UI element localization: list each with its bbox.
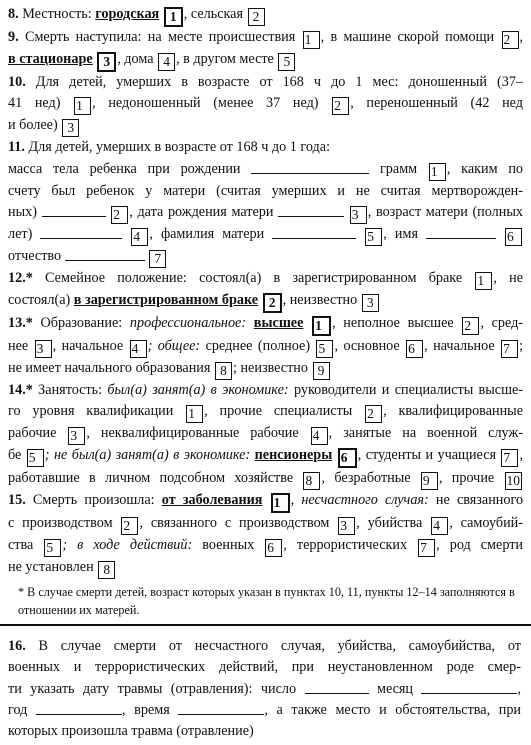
checkbox-home[interactable]: 4	[158, 53, 175, 71]
item-12-line-2	[8, 290, 523, 313]
item-14-line-1	[8, 380, 523, 401]
option-text: работавшие в личном подсобном хозяйстве	[8, 470, 294, 487]
item-text: В случае смерти от несчастного случая, убийства, самоубийства, от	[38, 638, 522, 654]
checkbox-no-education[interactable]: 8	[215, 362, 232, 380]
field-label: счету был ребенок у матери (считая умерших и не считая мертворожден-	[8, 182, 523, 199]
injury-time-field[interactable]	[178, 701, 264, 715]
item-11-line-1	[8, 137, 523, 158]
item-11-child-info	[8, 137, 523, 268]
option-text: , не	[493, 269, 524, 286]
option-pensioners-selected: пенсионеры	[254, 447, 333, 464]
option-text: , в другом месте	[176, 51, 274, 67]
checkbox-military[interactable]: 5	[27, 449, 44, 467]
item-16-line-3: ти указать дату травмы (отравления): число месяц ,	[8, 680, 521, 697]
item-10-term-of-birth	[8, 72, 523, 137]
checkbox-secondary-prof[interactable]: 3	[35, 340, 52, 358]
item-number: 9.	[8, 29, 19, 45]
field-label: год	[8, 701, 28, 718]
checkbox-terrorist-action[interactable]: 7	[418, 539, 435, 557]
item-14-line-2	[8, 401, 523, 423]
checkbox-unknown[interactable]: 3	[362, 294, 379, 312]
checkbox-mother-age[interactable]: 4	[131, 228, 148, 246]
option-text: , сред-	[480, 314, 524, 331]
option-text: 41 нед)	[8, 95, 61, 112]
mother-patronymic-field[interactable]	[65, 247, 145, 261]
checkbox-education-unknown[interactable]: 9	[313, 362, 330, 380]
checkbox-basic[interactable]: 6	[406, 340, 423, 358]
item-10-line-3	[8, 115, 523, 137]
mother-birth-date-field[interactable]	[278, 203, 344, 217]
field-label: , имя	[383, 225, 418, 242]
field-label: грамм	[379, 160, 418, 177]
checkbox-students[interactable]: 7	[501, 449, 518, 467]
option-text: го уровня квалификации	[8, 403, 174, 420]
field-label: , дата рождения матери	[129, 203, 274, 220]
option-hospital-selected: в стационаре	[8, 51, 93, 67]
item-13-line-2	[8, 336, 523, 358]
checkbox-undetermined[interactable]: 8	[98, 561, 115, 579]
checkbox-disease[interactable]: 1	[271, 493, 290, 513]
checkbox-birth-order[interactable]: 2	[111, 206, 128, 224]
option-text: рабочие	[8, 425, 57, 442]
item-number: 15.	[8, 492, 26, 509]
option-text: ;	[519, 337, 524, 354]
option-text: Смерть наступила: на месте происшествия	[24, 29, 296, 45]
checkbox-rural[interactable]: 2	[248, 8, 265, 26]
birth-weight-field[interactable]	[251, 160, 369, 174]
item-11-line-5	[8, 224, 523, 246]
item-15-line-2	[8, 513, 523, 535]
checkbox-hospital[interactable]: 3	[97, 52, 116, 72]
option-text: , переношенный (42 нед	[350, 95, 524, 112]
injury-day-field[interactable]	[305, 680, 369, 694]
subgroup-label: ; в ходе действий:	[62, 537, 193, 554]
checkbox-not-married[interactable]: 2	[263, 293, 282, 313]
checkbox-other-place[interactable]: 5	[278, 53, 295, 71]
item-number: 11.	[8, 139, 25, 156]
item-16-line-5	[8, 721, 521, 742]
field-label: ти указать дату травмы (отравления): число	[8, 680, 297, 697]
field-label: масса тела ребенка при рождении	[8, 160, 241, 177]
checkbox-mother-name[interactable]: 6	[505, 228, 522, 246]
birth-order-field[interactable]	[42, 203, 106, 217]
checkbox-urban[interactable]: 1	[164, 7, 183, 27]
option-rural: , сельская	[183, 6, 243, 22]
option-text: Для детей, умерших в возрасте от 168 ч до 1 мес: доношенный (37–	[35, 74, 524, 90]
option-text: , начальное	[52, 337, 124, 354]
option-text: ства	[8, 537, 34, 554]
option-text: , безработные	[321, 470, 411, 487]
option-text: состоял(а)	[8, 291, 71, 308]
item-14-employment	[8, 380, 523, 490]
item-16-line-1	[8, 636, 521, 657]
subgroup-label: несчастного случая:	[301, 492, 429, 509]
item-11-line-4	[8, 202, 523, 224]
option-text: руководители и специалисты высше-	[293, 381, 524, 398]
checkbox-accident-site[interactable]: 1	[303, 31, 320, 49]
injury-year-field[interactable]	[36, 701, 122, 715]
option-text: , убийства	[356, 515, 423, 532]
field-label: месяц	[376, 680, 414, 697]
item-12-marital-status	[8, 268, 523, 313]
item-13-education	[8, 313, 523, 380]
checkbox-managers[interactable]: 1	[186, 405, 203, 423]
item-label: Для детей, умерших в возрасте от 168 ч до 1 года:	[28, 139, 331, 156]
field-label: , каким по	[446, 160, 524, 177]
item-9-line-1: 9. Смерть наступила: на месте происшествия 1 , в машине скорой помощи 2 ,	[8, 29, 524, 47]
item-14-line-3	[8, 423, 523, 445]
checkbox-unemployed[interactable]: 9	[421, 472, 438, 490]
option-text: , род смерти	[436, 537, 524, 554]
item-9-place-of-death	[8, 27, 523, 72]
subgroup-label: ; не был(а) занят(а) в экономике:	[44, 447, 251, 464]
mother-age-field[interactable]	[40, 225, 122, 239]
item-number: 13.*	[8, 314, 33, 331]
option-not-married-selected: в зарегистрированном браке	[73, 291, 259, 308]
checkbox-pensioners[interactable]: 6	[338, 448, 357, 468]
checkbox-ambulance[interactable]: 2	[502, 31, 519, 49]
checkbox-mother-birth-date[interactable]: 3	[350, 206, 367, 224]
option-text: , студенты и учащиеся	[357, 447, 497, 464]
footnote: * В случае смерти детей, возраст которых указан в пунктах 10, 11, пункты 12–14 заполняются в отношении их матерей.	[18, 585, 515, 617]
field-label: которых произошла травма (отравление)	[8, 723, 254, 740]
checkbox-household-farm[interactable]: 8	[303, 472, 320, 490]
checkbox-higher[interactable]: 1	[312, 316, 331, 336]
option-text: , неизвестно	[282, 291, 358, 308]
item-number: 12.*	[8, 269, 33, 286]
option-text: , прочие	[438, 470, 495, 487]
mother-name-field[interactable]	[426, 225, 496, 239]
option-text: , занятые на военной служ-	[328, 425, 523, 442]
checkbox-military-action[interactable]: 6	[265, 539, 282, 557]
field-label: , время	[121, 701, 170, 718]
option-higher-selected: высшее	[253, 314, 304, 331]
option-text: , основное	[334, 337, 400, 354]
checkbox-post-term[interactable]: 3	[62, 119, 79, 137]
field-label: отчество	[8, 247, 62, 264]
option-text: , самоубий-	[449, 515, 523, 532]
option-urban-selected: городская	[95, 6, 160, 22]
option-text: с производством	[8, 515, 113, 532]
option-text: , дома	[117, 51, 154, 67]
field-label: , а также место и обстоятельства, при	[264, 701, 522, 718]
option-text: , неквалифицированные рабочие	[86, 425, 299, 442]
option-text: не связанного	[435, 492, 524, 509]
item-11-line-3	[8, 181, 523, 202]
option-text: и более)	[8, 117, 58, 134]
checkbox-weight[interactable]: 1	[429, 163, 446, 181]
option-text: военных	[202, 537, 255, 554]
option-text: , неполное высшее	[332, 314, 454, 331]
option-text: , прочие специалисты	[204, 403, 353, 420]
subgroup-label: профессиональное:	[129, 314, 247, 331]
checkbox-incomplete-higher[interactable]: 2	[462, 317, 479, 335]
subgroup-label: был(а) занят(а) в экономике:	[107, 381, 289, 398]
checkbox-preterm[interactable]: 2	[332, 97, 349, 115]
item-number: 8.	[8, 6, 19, 22]
item-16-line-2	[8, 657, 521, 678]
field-label: , возраст матери (полных	[367, 203, 523, 220]
checkbox-secondary-full[interactable]: 5	[316, 340, 333, 358]
checkbox-suicide[interactable]: 5	[44, 539, 61, 557]
item-10-line-2	[8, 93, 523, 115]
checkbox-other-employment[interactable]: 10	[506, 473, 521, 489]
item-13-line-1	[8, 313, 523, 336]
option-text: не имеет начального образования	[8, 359, 211, 376]
option-disease-selected: от заболевания	[161, 492, 263, 509]
item-13-line-3	[8, 358, 523, 380]
item-15-line-1: 15. Смерть произошла: от заболевания 1 , несчастного случая: не связанного	[8, 490, 523, 513]
option-text: , недоношенный (менее 37 нед)	[92, 95, 319, 112]
field-label: лет)	[8, 225, 33, 242]
checkbox-unskilled-workers[interactable]: 4	[311, 427, 328, 445]
item-8-locality	[8, 4, 523, 27]
item-12-line-1	[8, 268, 523, 290]
checkbox-homicide[interactable]: 4	[431, 517, 448, 535]
item-14-line-5	[8, 468, 523, 490]
section-divider	[0, 624, 531, 626]
item-15-cause-type	[8, 490, 523, 579]
checkbox-accident-nonwork[interactable]: 2	[121, 517, 138, 535]
option-text: , в машине скорой помощи	[320, 29, 495, 45]
checkbox-married[interactable]: 1	[475, 272, 492, 290]
item-number: 14.*	[8, 381, 33, 398]
item-10-line-1	[8, 72, 523, 93]
field-label: , фамилия матери	[149, 225, 265, 242]
option-text: , связанного с производством	[139, 515, 330, 532]
item-text: военных и террористических действий, при неустановленном роде смер-	[8, 659, 521, 676]
item-11-line-2	[8, 159, 523, 181]
option-text: ,	[519, 447, 524, 464]
option-text: среднее (полное)	[205, 337, 311, 354]
item-label: Местность:	[22, 6, 92, 22]
checkbox-mother-patronymic[interactable]: 7	[149, 250, 166, 268]
item-16-injury-details	[8, 636, 521, 742]
field-label: ных)	[8, 203, 37, 220]
item-label: Образование:	[40, 314, 123, 331]
item-label: Занятость:	[38, 381, 103, 398]
mother-surname-field[interactable]	[272, 225, 356, 239]
option-text: бе	[8, 447, 22, 464]
item-15-line-4	[8, 557, 523, 579]
subgroup-label: ; общее:	[147, 337, 201, 354]
option-text: ; неизвестно	[232, 359, 308, 376]
option-text: не установлен	[8, 559, 94, 576]
option-text: нее	[8, 337, 29, 354]
checkbox-other-specialists[interactable]: 2	[365, 405, 382, 423]
checkbox-skilled-workers[interactable]: 3	[68, 427, 85, 445]
option-text: , террористических	[283, 537, 408, 554]
checkbox-full-term[interactable]: 1	[74, 97, 91, 115]
item-label: Смерть произошла:	[32, 492, 155, 509]
item-number: 10.	[8, 74, 26, 90]
option-text: , начальное	[424, 337, 495, 354]
checkbox-accident-work[interactable]: 3	[338, 517, 355, 535]
checkbox-primary-general[interactable]: 7	[501, 340, 518, 358]
item-16-line-4	[8, 700, 521, 721]
checkbox-primary-prof[interactable]: 4	[130, 340, 147, 358]
option-text: Семейное положение: состоял(а) в зарегистрированном браке	[45, 269, 463, 286]
item-number: 16.	[8, 638, 26, 654]
item-9-line-2	[8, 49, 523, 72]
item-15-line-3	[8, 535, 523, 557]
item-11-line-6	[8, 246, 523, 268]
injury-month-field[interactable]	[421, 680, 517, 694]
checkbox-mother-surname[interactable]: 5	[365, 228, 382, 246]
option-text: , квалифицированные	[383, 403, 524, 420]
item-14-line-4	[8, 445, 523, 468]
